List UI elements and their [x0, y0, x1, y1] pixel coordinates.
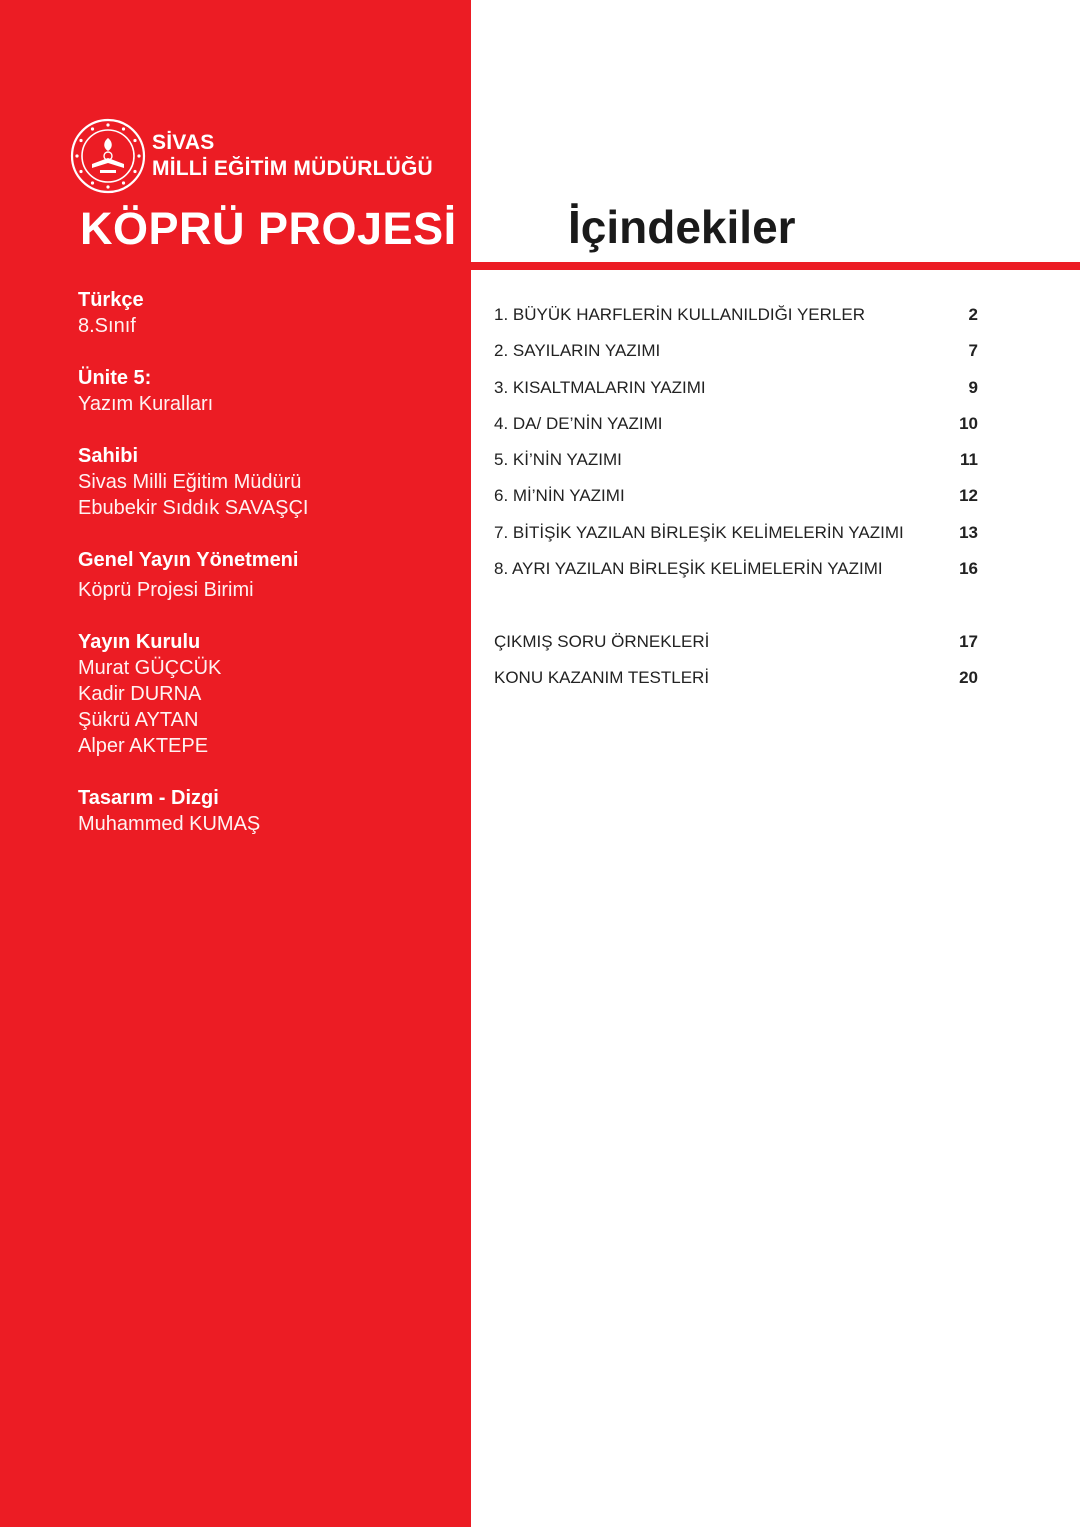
toc-divider — [471, 262, 1080, 270]
toc-item-page: 20 — [959, 668, 978, 688]
toc-item-title: 1. BÜYÜK HARFLERİN KULLANILDIĞI YERLER — [494, 305, 865, 324]
info-owner-head: Sahibi — [78, 445, 139, 467]
info-owner-line: Ebubekir Sıddık SAVAŞÇI — [78, 497, 309, 519]
toc-item-page: 7 — [968, 341, 978, 361]
info-block — [78, 287, 458, 863]
info-board-line: Alper AKTEPE — [78, 735, 209, 757]
toc-item-page: 13 — [959, 522, 978, 542]
toc-item[interactable] — [494, 450, 978, 486]
info-subject-line: 8.Sınıf — [78, 315, 136, 337]
toc-item-page: 2 — [968, 305, 978, 324]
info-board-line: Şükrü AYTAN — [78, 709, 199, 731]
logo-line-2: MİLLİ EĞİTİM MÜDÜRLÜĞÜ — [152, 157, 433, 180]
info-editor — [78, 547, 458, 603]
toc-extra-list — [494, 632, 978, 705]
toc-item-title: ÇIKMIŞ SORU ÖRNEKLERİ — [494, 632, 710, 651]
info-unit-head: Ünite 5: — [78, 367, 152, 389]
toc-item-page: 16 — [959, 559, 978, 579]
toc-item-title: 4. DA/ DE’NİN YAZIMI — [494, 413, 663, 433]
toc-item[interactable] — [494, 414, 978, 450]
toc-item-title: 3. KISALTMALARIN YAZIMI — [494, 377, 706, 397]
info-design-line: Muhammed KUMAŞ — [78, 813, 261, 835]
toc-item[interactable] — [494, 559, 978, 595]
toc-item[interactable] — [494, 305, 978, 341]
info-board — [78, 629, 458, 759]
info-board-line: Kadir DURNA — [78, 683, 202, 705]
meb-emblem-icon — [70, 118, 146, 194]
info-design-head: Tasarım - Dizgi — [78, 787, 219, 809]
toc-item-title: 2. SAYILARIN YAZIMI — [494, 341, 661, 361]
info-editor-line: Köprü Projesi Birimi — [78, 579, 254, 601]
toc-title: İçindekiler — [568, 201, 796, 253]
toc-item[interactable] — [494, 668, 978, 704]
toc-item[interactable] — [494, 632, 978, 668]
toc-item[interactable] — [494, 523, 978, 559]
toc-item-page: 9 — [968, 377, 978, 397]
toc-item[interactable] — [494, 486, 978, 522]
info-board-head: Yayın Kurulu — [78, 631, 201, 653]
info-design — [78, 785, 458, 837]
logo — [70, 118, 490, 194]
sidebar — [0, 0, 471, 1527]
toc-item-title: KONU KAZANIM TESTLERİ — [494, 668, 710, 688]
toc-item-page: 17 — [959, 632, 978, 651]
toc-item-title: 7. BİTİŞİK YAZILAN BİRLEŞİK KELİMELERİN YAZIMI — [494, 522, 904, 542]
info-owner — [78, 443, 458, 521]
toc-item-page: 11 — [960, 450, 978, 470]
info-unit-line: Yazım Kuralları — [78, 393, 214, 415]
toc-item[interactable] — [494, 378, 978, 414]
project-title: KÖPRÜ PROJESİ — [80, 203, 457, 254]
info-subject-head: Türkçe — [78, 289, 144, 311]
toc-list — [494, 305, 978, 595]
toc-item-title: 6. Mİ’NİN YAZIMI — [494, 486, 625, 506]
info-board-line: Murat GÜÇCÜK — [78, 657, 222, 679]
toc-item-page: 10 — [959, 413, 978, 433]
toc-item-title: 5. Kİ’NİN YAZIMI — [494, 450, 622, 470]
toc-item-title: 8. AYRI YAZILAN BİRLEŞİK KELİMELERİN YAZIMI — [494, 559, 883, 579]
info-owner-line: Sivas Milli Eğitim Müdürü — [78, 471, 302, 493]
toc-item[interactable] — [494, 341, 978, 377]
info-editor-head: Genel Yayın Yönetmeni — [78, 549, 299, 571]
info-subject — [78, 287, 458, 339]
toc-item-page: 12 — [959, 486, 978, 506]
logo-line-1: SİVAS — [152, 131, 215, 154]
info-unit — [78, 365, 458, 417]
